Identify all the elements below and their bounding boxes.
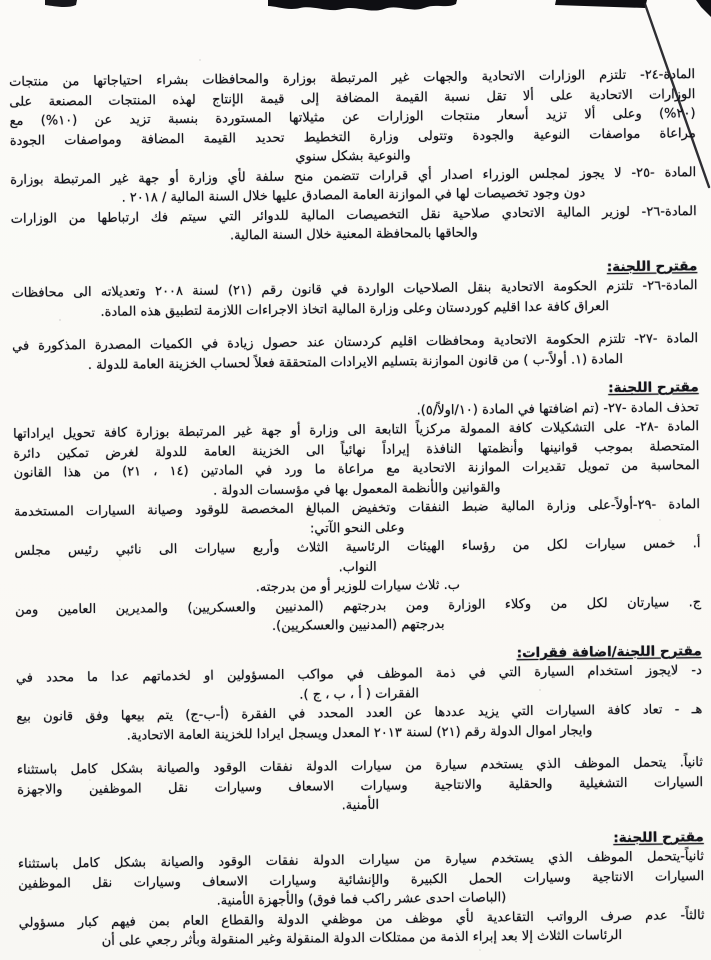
added-paragraphs-d-e — [16, 661, 703, 747]
article-26-finance-minister — [11, 202, 697, 249]
text-line: العراق كافة عدا اقليم كوردستان وعلى وزارة المالية اتخاذ الاجراءات اللازمة لتطبيق هذه المادة. — [100, 298, 610, 320]
article-29-first — [14, 495, 702, 639]
text-line: وعلى النحو الآتي: — [309, 519, 405, 537]
section-heading-text: مقترح اللجنة: — [606, 257, 698, 275]
text-line: تحذف المادة -٢٧- (تم اضافتها في المادة (١٠/اولاً/٥). — [416, 399, 699, 418]
text-line: المادة-٢٦- تلتزم الحكومة الاتحادية بنقل الصلاحيات الواردة في قانون رقم (٢١) لسنة ٢٠٠٨ وتعديلاته الى محافظات — [11, 278, 698, 301]
section-heading-text: مقترح اللجنة/اضافة فقرات: — [516, 642, 702, 661]
text-line: د- لايجوز استخدام السيارة التي في ذمة الموظف في مواكب المسؤولين او لخدماتهم عدا ما محدد في — [15, 663, 702, 686]
scan-artifact-top-center-blob — [268, 0, 457, 11]
text-line: المتحصلة بموجب قوانينها وأنظمتها النافذة إيراداً نهائياً الى الخزينة العامة للدولة لغرض تمكين دائرة — [13, 438, 700, 462]
text-line: أ. خمس سيارات لكل من رؤساء الهيئات الرئاسية الثلاث وأربع سيارات الى نائبي رئيس مجلس — [14, 536, 701, 559]
text-line: بدرجتهم (المدنيين والعسكريين). — [271, 617, 445, 634]
text-line: هـ - تعاد كافة السيارات التي يزيد عددها عن العدد المحدد في الفقرة (أ-ب-ج) يتم بيعها وفق قانون بيع — [16, 702, 703, 725]
scan-artifact-top-left-mark — [45, 0, 77, 7]
text-line: المحاسبة من تمويل تقديرات الموازنة الاتحادية مع مراعاة ما ورد في المادتين (١٤ ، ٢١) من هذا القانون — [13, 458, 700, 481]
text-line: ج. سيارتان لكل من وكلاء الوزارة ومن بدرجتهم (المدنيين والعسكريين) والمديرين العامين ومن — [15, 594, 702, 618]
text-line: الأمنية. — [341, 797, 380, 814]
text-line: الفقرات ( أ ، ب ، ج ). — [299, 685, 419, 703]
text-line: السيارات الانتاجية وسيارات الحمل الكبيرة والإنشائية وسيارات الاسعاف وسيارات نقل الموظفين — [18, 868, 705, 892]
section-heading-text: مقترح اللجنة: — [608, 379, 699, 397]
text-line: الرئاسات الثلاث إلا بعد إبراء الذمة من ممتلكات الدولة المنقولة وغير المنقولة وبأثر رجعي على أن — [101, 928, 623, 949]
text-line: (الباصات احدى عشر راكب فما فوق) والأجهزة الأمنية. — [216, 890, 507, 909]
text-line: المادة -٢٩-أولاً-على وزارة المالية ضبط النفقات وتخفيض المبالغ المخصصة للوقود وصيانة السيارات المستخدمة — [13, 497, 701, 520]
text-line: المادة -٢٨- على التشكيلات كافة الممولة مركزياً التابعة الى وزارة أو جهة غير المرتبطة بوزارة كافة تحويل ايراداتها — [13, 419, 700, 442]
text-line: دون وجود تخصيصات لها في الموازنة العامة المصادق عليها خلال السنة المالية / ٢٠١٨ . — [121, 185, 586, 206]
text-line: ب. ثلاث سيارات للوزير أو من بدرجته. — [255, 577, 461, 596]
section-heading-text: مقترح اللجنة: — [613, 828, 704, 846]
article-29-third — [19, 906, 705, 953]
text-line: المادة -٢٥- لا يجوز لمجلس الوزراء اصدار أي قرارات تتضمن منح سلفة لأي وزارة أو جهة غير المرتبطة بوزارة — [10, 164, 697, 188]
text-line: (٢٠%) وعلى ألا تزيد أسعار منتجات الوزارات عن مثيلاتها المستوردة بنسبة تزيد عن (١٠%) مع — [9, 106, 696, 129]
article-28 — [13, 417, 700, 503]
text-line: الوزارات الاتحادية على ألا تقل نسبة القيمة المضافة إلى قيمة الإنتاج لهذه المنتجات المصنعة على — [9, 86, 696, 110]
text-line: والحاقها بالمحافظة المعنية خلال السنة المالية. — [229, 225, 478, 244]
article-29-second — [17, 753, 704, 819]
text-line: المادة-٢٤- تلتزم الوزارات الاتحادية والجهات غير المرتبطة بوزارة والمحافظات بشراء احتياجاتها من منتجات — [9, 67, 696, 90]
scan-artifact-top-right-corner — [696, 0, 711, 17]
text-line: ثالثاً- عدم صرف الرواتب التقاعدية لأي موظف من موظفي الدولة والقطاع العام بمن فيهم كبار مسؤولي — [18, 907, 705, 931]
text-line: وايجار اموال الدولة رقم (٢١) لسنة ٢٠١٣ المعدل ويسجل ايرادا للخزينة العامة الاتحادية. — [126, 722, 593, 744]
text-line: ثانياً. يتحمل الموظف الذي يستخدم سيارة من سيارات الدولة نفقات الوقود والصيانة بشكل كامل باستثناء — [16, 755, 703, 778]
text-line: والقوانين والأنظمة المعمول بها في مؤسسات الدولة . — [212, 479, 501, 499]
committee-clause-second — [18, 847, 705, 913]
text-line: المادة (١. أولاً-ب ) من قانون الموازنة بتسليم الايرادات المتحققة فعلاً لحساب الخزينة العامة للدولة . — [87, 351, 623, 373]
text-line: النواب. — [338, 559, 377, 575]
text-line: ثانياً-يتحمل الموظف الذي يستخدم سيارة من سيارات الدولة نفقات الوقود والصيانة بشكل كامل باستثناء — [17, 849, 705, 872]
document-body — [9, 65, 705, 952]
text-line: المادة-٢٦- لوزير المالية الاتحادي صلاحية نقل التخصيصات المالية للدوائر التي سيتم فك ارتباطها من الوزارات — [10, 203, 697, 227]
article-24 — [9, 65, 696, 170]
scan-artifact-top-right-bar — [555, 0, 647, 8]
text-line: والنوعية بشكل سنوي — [295, 148, 411, 165]
article-26-committee-proposal — [11, 276, 697, 323]
text-line: السيارات التشغيلية والحقلية والانتاجية وسيارات الاسعاف وسيارات نقل الموظفين والاجهزة — [17, 774, 704, 798]
article-27 — [12, 329, 698, 376]
text-line: المادة -٢٧- تلتزم الحكومة الاتحادية ومحافظات اقليم كردستان عند حصول زيادة في الكميات المصدرة المذكورة في — [12, 331, 699, 354]
text-line: مراعاة مواصفات النوعية والجودة وتتولى وزارة التخطيط تحديد القيمة المضافة ومواصفات الجودة — [9, 125, 696, 149]
